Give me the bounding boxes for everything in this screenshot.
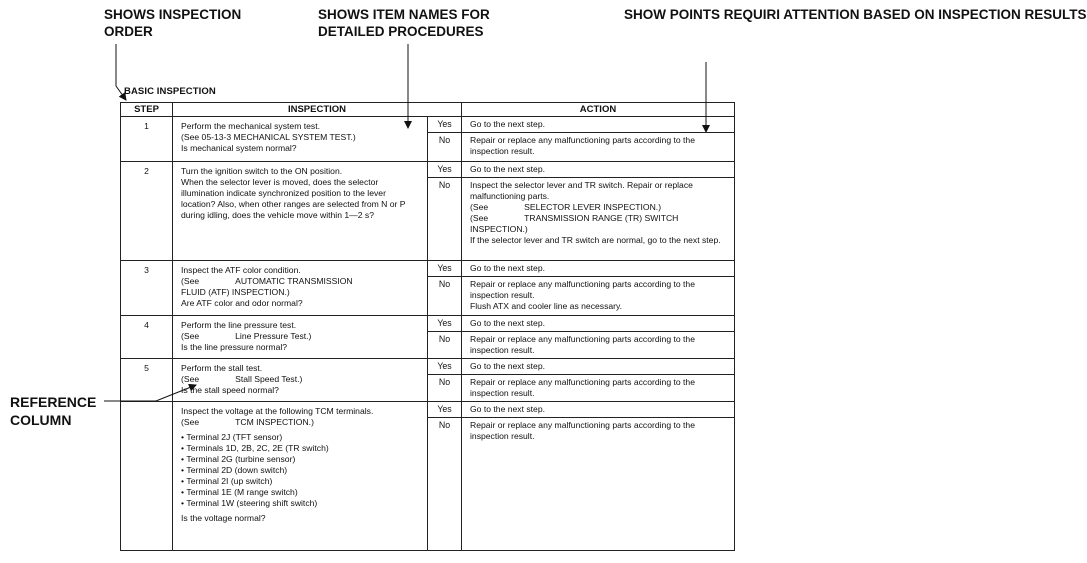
action-line: If the selector lever and TR switch are normal, go to the next step. <box>470 235 721 245</box>
see-label: (See <box>181 331 200 341</box>
inspection-cell <box>173 117 428 162</box>
inspection-line: FLUID (ATF) INSPECTION.) <box>181 287 290 297</box>
yes-action: Go to the next step. <box>462 162 735 178</box>
no-action: Repair or replace any malfunctioning parts according to the inspection result. <box>462 418 735 551</box>
step-number: 3 <box>121 261 173 316</box>
table-row <box>121 261 735 277</box>
table-row <box>121 162 735 178</box>
no-action: Repair or replace any malfunctioning parts according to the inspection result. <box>462 332 735 359</box>
see-label: (See <box>470 202 489 212</box>
no-action: Repair or replace any malfunctioning parts according to the inspection result. <box>462 133 735 162</box>
no-label: No <box>428 133 462 162</box>
inspection-cell <box>173 359 428 402</box>
list-item: • Terminal 1W (steering shift switch) <box>181 498 421 509</box>
reference-title: TRANSMISSION RANGE (TR) SWITCH INSPECTION.) <box>470 213 679 234</box>
table-header-row <box>121 103 735 117</box>
callout-item-names: SHOWS ITEM NAMES FOR DETAILED PROCEDURES <box>318 7 490 39</box>
step-number: 1 <box>121 117 173 162</box>
yes-label: Yes <box>428 261 462 277</box>
no-action <box>462 178 735 261</box>
inspection-line: Is the stall speed normal? <box>181 385 279 395</box>
inspection-line: Inspect the voltage at the following TCM terminals. <box>181 406 374 416</box>
step-number: 4 <box>121 316 173 359</box>
yes-label: Yes <box>428 117 462 133</box>
reference-title: AUTOMATIC TRANSMISSION <box>235 276 353 286</box>
reference-title: Stall Speed Test.) <box>235 374 303 384</box>
inspection-line: Is the line pressure normal? <box>181 342 288 352</box>
inspection-line: Is the voltage normal? <box>181 513 266 523</box>
yes-label: Yes <box>428 162 462 178</box>
inspection-line <box>181 276 421 287</box>
header-action: ACTION <box>462 103 735 117</box>
list-item: • Terminal 2D (down switch) <box>181 465 421 476</box>
inspection-line: Perform the stall test. <box>181 363 263 373</box>
inspection-cell <box>173 316 428 359</box>
table-row <box>121 316 735 332</box>
step-number: 5 <box>121 359 173 402</box>
inspection-line: Perform the mechanical system test. <box>181 121 320 131</box>
action-line <box>470 202 728 213</box>
inspection-line: Perform the line pressure test. <box>181 320 297 330</box>
no-action: Repair or replace any malfunctioning parts according to the inspection result. <box>462 375 735 402</box>
action-line: Flush ATX and cooler line as necessary. <box>470 301 623 311</box>
no-label: No <box>428 277 462 316</box>
inspection-line: Inspect the ATF color condition. <box>181 265 301 275</box>
action-line: Repair or replace any malfunctioning parts according to the inspection result. <box>470 279 695 300</box>
list-item: • Terminal 1E (M range switch) <box>181 487 421 498</box>
yes-label: Yes <box>428 316 462 332</box>
reference-title: SELECTOR LEVER INSPECTION.) <box>524 202 662 212</box>
section-title: BASIC INSPECTION <box>124 86 216 97</box>
step-number: 2 <box>121 162 173 261</box>
yes-action: Go to the next step. <box>462 359 735 375</box>
reference-title: TCM INSPECTION.) <box>235 417 314 427</box>
see-label: (See <box>181 276 200 286</box>
yes-action: Go to the next step. <box>462 117 735 133</box>
no-label: No <box>428 375 462 402</box>
reference-title: Line Pressure Test.) <box>235 331 312 341</box>
yes-action: Go to the next step. <box>462 316 735 332</box>
inspection-line <box>181 417 421 428</box>
callout-inspection-order: SHOWS INSPECTION ORDER <box>104 7 242 39</box>
header-inspection: INSPECTION <box>173 103 462 117</box>
step-number <box>121 402 173 551</box>
list-item: • Terminal 2J (TFT sensor) <box>181 432 421 443</box>
inspection-line <box>181 331 421 342</box>
see-label: (See <box>181 374 200 384</box>
yes-label: Yes <box>428 359 462 375</box>
inspection-line: (See 05-13-3 MECHANICAL SYSTEM TEST.) <box>181 132 356 142</box>
table-row <box>121 117 735 133</box>
table-row <box>121 359 735 375</box>
table-row <box>121 402 735 418</box>
callout-reference-column: REFERENCE COLUMN <box>10 394 97 428</box>
list-item: • Terminal 2G (turbine sensor) <box>181 454 421 465</box>
inspection-cell <box>173 261 428 316</box>
no-label: No <box>428 418 462 551</box>
yes-action: Go to the next step. <box>462 402 735 418</box>
inspection-line: Is mechanical system normal? <box>181 143 297 153</box>
terminal-list <box>181 432 421 509</box>
see-label: (See <box>470 213 489 223</box>
inspection-line: Are ATF color and odor normal? <box>181 298 303 308</box>
inspection-cell <box>173 162 428 261</box>
yes-label: Yes <box>428 402 462 418</box>
no-label: No <box>428 178 462 261</box>
header-step: STEP <box>121 103 173 117</box>
list-item: • Terminal 2I (up switch) <box>181 476 421 487</box>
no-action <box>462 277 735 316</box>
action-line <box>470 213 728 235</box>
inspection-line: When the selector lever is moved, does the selector illumination indicate synchronized position to the lever location? Also, when other ranges are selected from N or P during idling, does the vehicle move within 1—2 s? <box>181 177 406 220</box>
see-label: (See <box>181 417 200 427</box>
action-line: Inspect the selector lever and TR switch. Repair or replace malfunctioning parts. <box>470 180 693 201</box>
inspection-line <box>181 374 421 385</box>
no-label: No <box>428 332 462 359</box>
inspection-line: Turn the ignition switch to the ON position. <box>181 166 343 176</box>
list-item: • Terminals 1D, 2B, 2C, 2E (TR switch) <box>181 443 421 454</box>
inspection-cell <box>173 402 428 551</box>
yes-action: Go to the next step. <box>462 261 735 277</box>
callout-points-attention: SHOW POINTS REQUIRI ATTENTION BASED ON INSPECTION RESULTS <box>624 7 1087 22</box>
inspection-table <box>120 102 735 551</box>
